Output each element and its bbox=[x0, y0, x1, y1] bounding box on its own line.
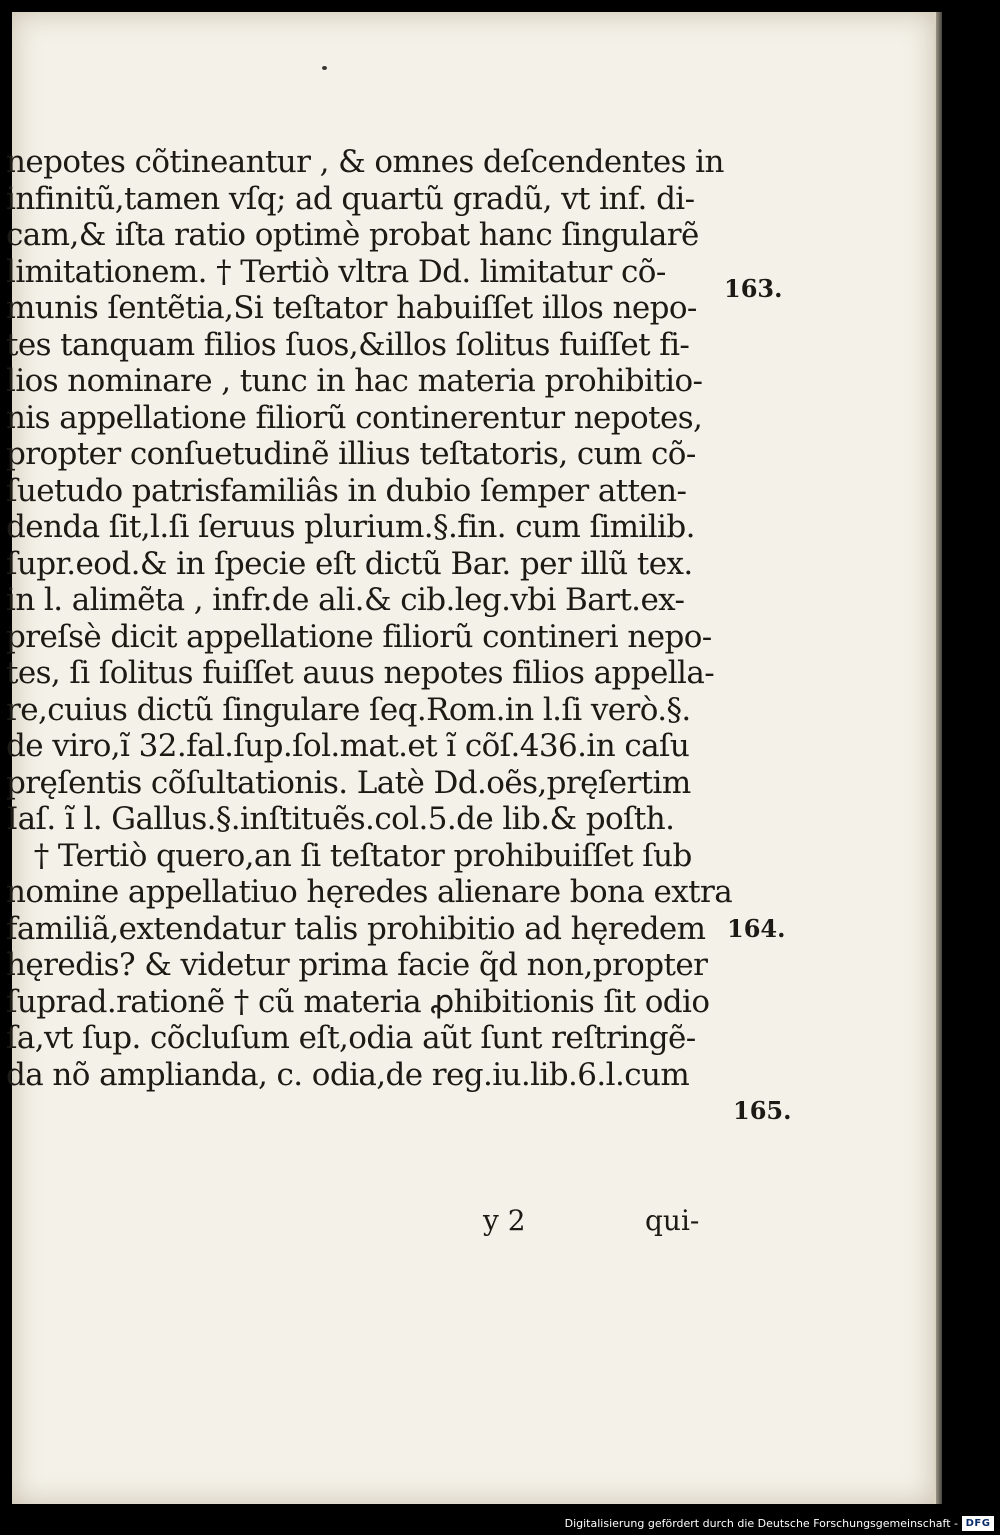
ink-speck bbox=[322, 66, 327, 70]
text-line: ſuetudo patrisfamiliâs in dubio ſemper atten- bbox=[6, 472, 687, 509]
text-line: lios nominare , tunc in hac materia prohibitio- bbox=[6, 363, 703, 399]
text-line: nis appellatione filiorũ continerentur nepotes, bbox=[6, 399, 703, 436]
text-line: preſsè dicit appellatione filiorũ contineri nepo- bbox=[6, 618, 712, 655]
signature-mark: y 2 bbox=[483, 1204, 526, 1237]
text-line: da nõ amplianda, c. odia,de reg.iu.lib.6.l.cum bbox=[6, 1056, 690, 1093]
digitization-credit: Digitalisierung gefördert durch die Deutsche Forschungsgemeinschaft - bbox=[564, 1517, 958, 1530]
text-line: cam,& iſta ratio optimè probat hanc ſingularẽ bbox=[6, 217, 699, 253]
text-line: ſa,vt ſup. cõcluſum eſt,odia aũt ſunt reſtringẽ- bbox=[6, 1020, 696, 1056]
text-line: tes, ſi ſolitus fuiſſet auus nepotes filios appella- bbox=[6, 655, 715, 691]
text-line: tes tanquam filios ſuos,&illos ſolitus fuiſſet fi- bbox=[6, 326, 690, 363]
catchword: qui- bbox=[645, 1204, 700, 1237]
dfg-logo-icon: DFG bbox=[962, 1516, 994, 1531]
text-line: ſupr.eod.& in ſpecie eſt dictũ Bar. per illũ tex. bbox=[6, 545, 693, 582]
show-through-mark bbox=[30, 1208, 150, 1234]
text-line: propter conſuetudinẽ illius teſtatoris, cum cõ- bbox=[6, 436, 696, 472]
text-line: denda ſit,l.ſi ſeruus plurium.§.fin. cum ſimilib. bbox=[6, 509, 695, 545]
text-line: ſuprad.rationẽ † cũ materia ꝓhibitionis ſit odio bbox=[6, 983, 710, 1020]
margin-number-163: 163. bbox=[724, 274, 783, 303]
margin-number-164: 164. bbox=[727, 914, 786, 943]
text-line: familiã,extendatur talis prohibitio ad hęredem bbox=[6, 910, 706, 947]
text-line: nepotes cõtineantur , & omnes deſcendentes in bbox=[6, 144, 724, 180]
body-text bbox=[6, 144, 733, 1093]
text-line: munis ſentẽtia,Si teſtator habuiſſet illos nepo- bbox=[6, 290, 697, 326]
text-line: Iaſ. ĩ l. Gallus.§.inſtituẽs.col.5.de lib.& poſth. bbox=[6, 801, 675, 837]
text-line: in l. alimẽta , infr.de ali.& cib.leg.vbi Bart.ex- bbox=[6, 582, 685, 618]
text-line: limitationem. † Tertiò vltra Dd. limitatur cõ- bbox=[6, 253, 666, 290]
text-line: nomine appellatiuo hęredes alienare bona extra bbox=[6, 874, 733, 910]
margin-number-165: 165. bbox=[733, 1096, 792, 1125]
text-line: † Tertiò quero,an ſi teſtator prohibuiſſet ſub bbox=[6, 837, 692, 874]
text-line: hęredis? & videtur prima facie q̃d non,propter bbox=[6, 947, 708, 983]
text-line: re,cuius dictũ ſingulare ſeq.Rom.in l.ſi verò.§. bbox=[6, 691, 691, 728]
text-line: infinitũ,tamen vſq; ad quartũ gradũ, vt inf. di- bbox=[6, 180, 695, 217]
text-line: de viro,ĩ 32.fal.ſup.ſol.mat.et ĩ cõſ.436.in caſu bbox=[6, 728, 690, 764]
page-edge bbox=[936, 12, 942, 1504]
text-line: pręſentis cõſultationis. Latè Dd.oẽs,pręſertim bbox=[6, 764, 691, 801]
